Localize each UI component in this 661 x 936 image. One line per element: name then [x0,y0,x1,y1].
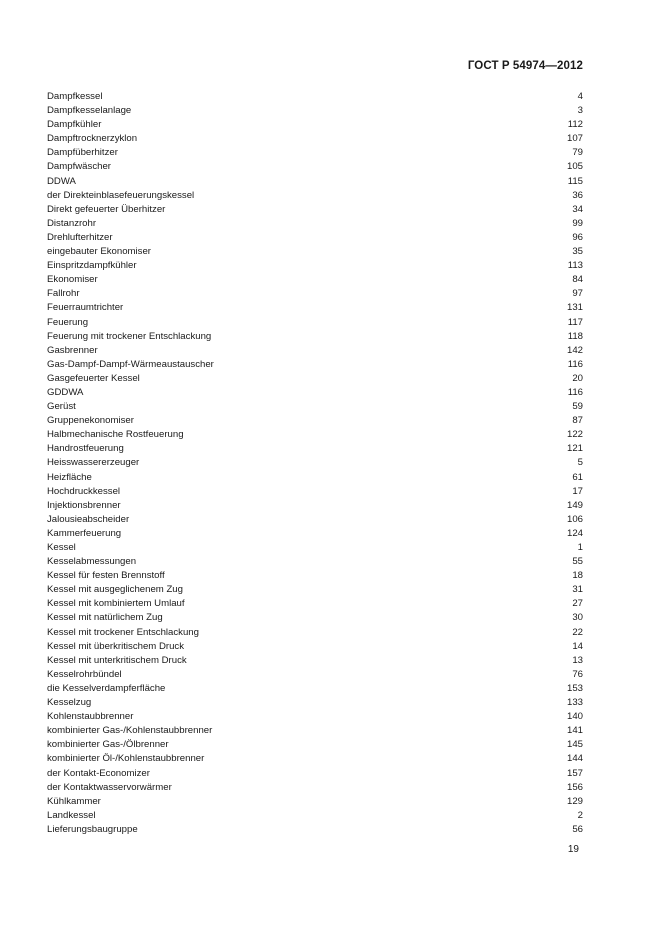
index-term: die Kesselverdampferfläche [47,682,166,694]
index-entry [47,513,583,527]
index-page-number: 122 [566,429,583,441]
standard-header: ГОСТ Р 54974—2012 [467,60,583,72]
index-page-number: 156 [566,781,583,793]
index-term: Ekonomiser [47,274,98,286]
index-page-number: 56 [572,823,583,835]
index-term: Kessel [47,542,76,553]
index-page-number: 17 [572,485,583,497]
index-entry [47,245,583,259]
index-term: Kesselzug [47,697,92,709]
index-term: Dampfkesselanlage [47,105,132,117]
index-term: Jalousieabscheider [47,513,130,525]
index-page-number: 118 [567,330,583,342]
index-entry [47,527,583,541]
index-term: Kessel mit trockener Entschlackung [47,626,199,638]
index-term: Kesselabmessungen [47,556,137,568]
index-entry [47,456,583,470]
index-term: Kessel mit kombiniertem Umlauf [47,598,185,610]
index-page-number: 121 [566,443,583,455]
index-page-number: 116 [567,386,583,398]
index-term: Dampfüberhitzer [47,147,118,159]
index-term: Einspritzdampfkühler [47,260,137,272]
index-term: der Kontaktwasservorwärmer [47,781,172,793]
index-term: der Direkteinblasefeuerungskessel [47,189,195,201]
index-entry [47,146,583,160]
index-entry [47,752,583,766]
index-page-number: 20 [572,372,583,384]
index-entry [47,781,583,795]
index-page-number: 140 [566,711,583,723]
index-entry [47,273,583,287]
index-page-number: 35 [572,246,583,258]
index-term: Gas-Dampf-Dampf-Wärmeaustauscher [47,358,214,370]
index-page-number: 5 [577,457,583,469]
index-page-number: 13 [572,654,583,666]
index-term: Distanzrohr [47,217,97,229]
index-entry [47,767,583,781]
index-term: Kessel mit natürlichem Zug [47,612,163,624]
index-entry [47,569,583,583]
index-entry [47,259,583,273]
index-term: DDWA [47,175,76,187]
index-page-number: 157 [566,767,583,779]
index-page-number: 27 [572,598,583,610]
index-term: Injektionsbrenner [47,499,121,511]
index-entry [47,189,583,203]
index-page-number: 3 [577,105,583,117]
index-entry [47,738,583,752]
index-term: Gasbrenner [47,344,98,356]
index-entry [47,611,583,625]
index-entry [47,372,583,386]
index-term: Kessel mit ausgeglichenem Zug [47,584,183,596]
index-entry [47,175,583,189]
index-entry [47,301,583,315]
index-entry [47,414,583,428]
index-page-number: 117 [567,316,583,328]
index-page-number: 84 [572,274,583,286]
index-term: Gasgefeuerter Kessel [47,372,140,384]
index-page-number: 30 [572,612,583,624]
index-page-number: 34 [572,203,583,215]
index-entry [47,287,583,301]
index-term: Feuerung [47,316,89,328]
index-page-number: 141 [566,725,583,737]
index-term: GDDWA [47,386,84,398]
index-term: Dampfkühler [47,119,102,131]
index-term: Dampftrocknerzyklon [47,133,138,145]
index-entry [47,330,583,344]
index-page-number: 116 [567,358,583,370]
index-entry [47,710,583,724]
index-page-number: 149 [566,499,583,511]
index-term: Kohlenstaubbrenner [47,711,134,723]
index-term: Heizfläche [47,471,92,483]
index-entry [47,203,583,217]
index-entry [47,104,583,118]
index-term: Hochdruckkessel [47,485,121,497]
index-entry [47,231,583,245]
index-page-number: 14 [572,640,583,652]
index-page-number: 76 [572,668,583,680]
index-entry [47,160,583,174]
index-entry [47,400,583,414]
index-entry [47,809,583,823]
index-term: kombinierter Gas-/Ölbrenner [47,739,169,751]
index-term: Kammerfeuerung [47,527,122,539]
index-entry [47,442,583,456]
index-page-number: 79 [572,147,583,159]
index-page-number: 1 [577,542,583,553]
index-entry [47,640,583,654]
index-entry [47,724,583,738]
index-term: Halbmechanische Rostfeuerung [47,429,184,441]
index-term: Kesselrohrbündel [47,668,122,680]
term-index-list [47,90,583,837]
index-term: Gerüst [47,401,76,413]
index-term: Dampfwäscher [47,161,111,173]
index-entry [47,668,583,682]
index-entry [47,217,583,231]
index-term: Kessel mit unterkritischem Druck [47,654,187,666]
index-entry [47,696,583,710]
index-entry [47,583,583,597]
index-term: Drehlufterhitzer [47,231,113,243]
index-term: Gruppenekonomiser [47,415,134,427]
index-entry [47,795,583,809]
index-entry [47,386,583,400]
index-page-number: 131 [566,302,583,314]
index-entry [47,471,583,485]
index-term: Landkessel [47,809,96,821]
index-term: der Kontakt-Economizer [47,767,150,779]
index-page-number: 61 [572,471,583,483]
index-page-number: 133 [566,697,583,709]
index-page-number: 145 [566,739,583,751]
index-entry [47,428,583,442]
index-entry [47,555,583,569]
index-page-number: 22 [572,626,583,638]
index-page-number: 55 [572,556,583,568]
index-term: Fallrohr [47,288,80,300]
index-entry [47,541,583,555]
index-page-number: 113 [567,260,583,272]
index-page-number: 31 [572,584,583,596]
index-page-number: 36 [572,189,583,201]
page-number: 19 [567,844,579,855]
index-page-number: 106 [566,513,583,525]
index-term: Feuerung mit trockener Entschlackung [47,330,212,342]
index-entry [47,597,583,611]
index-page-number: 124 [566,527,583,539]
index-term: eingebauter Ekonomiser [47,246,151,258]
index-entry [47,118,583,132]
index-term: Feuerraumtrichter [47,302,124,314]
index-term: Heisswassererzeuger [47,457,140,469]
index-entry [47,316,583,330]
index-term: Kühlkammer [47,795,101,807]
index-page-number: 59 [572,401,583,413]
index-page-number: 107 [566,133,583,145]
index-page-number: 87 [572,415,583,427]
index-page-number: 2 [577,809,583,821]
index-entry [47,485,583,499]
index-page-number: 144 [566,753,583,765]
index-term: Dampfkessel [47,91,103,102]
index-term: kombinierter Gas-/Kohlenstaubbrenner [47,725,213,737]
index-page-number: 97 [572,288,583,300]
index-term: Kessel für festen Brennstoff [47,570,165,582]
index-page-number: 105 [566,161,583,173]
index-term: Lieferungsbaugruppe [47,823,138,835]
index-page-number: 142 [566,344,583,356]
index-term: Handrostfeuerung [47,443,124,455]
index-entry [47,654,583,668]
index-page-number: 129 [566,795,583,807]
index-page-number: 96 [572,231,583,243]
index-page-number: 18 [572,570,583,582]
index-entry [47,823,583,837]
index-entry [47,499,583,513]
index-term: kombinierter Öl-/Kohlenstaubbrenner [47,753,205,765]
index-page-number: 99 [572,217,583,229]
index-page-number: 112 [567,119,583,131]
index-entry [47,626,583,640]
index-page-number: 153 [566,682,583,694]
index-page-number: 4 [577,91,583,102]
index-entry [47,132,583,146]
index-entry [47,682,583,696]
index-term: Kessel mit überkritischem Druck [47,640,185,652]
index-entry [47,358,583,372]
index-page-number: 115 [567,175,583,187]
index-entry [47,344,583,358]
index-term: Direkt gefeuerter Überhitzer [47,203,166,215]
index-entry [47,90,583,104]
